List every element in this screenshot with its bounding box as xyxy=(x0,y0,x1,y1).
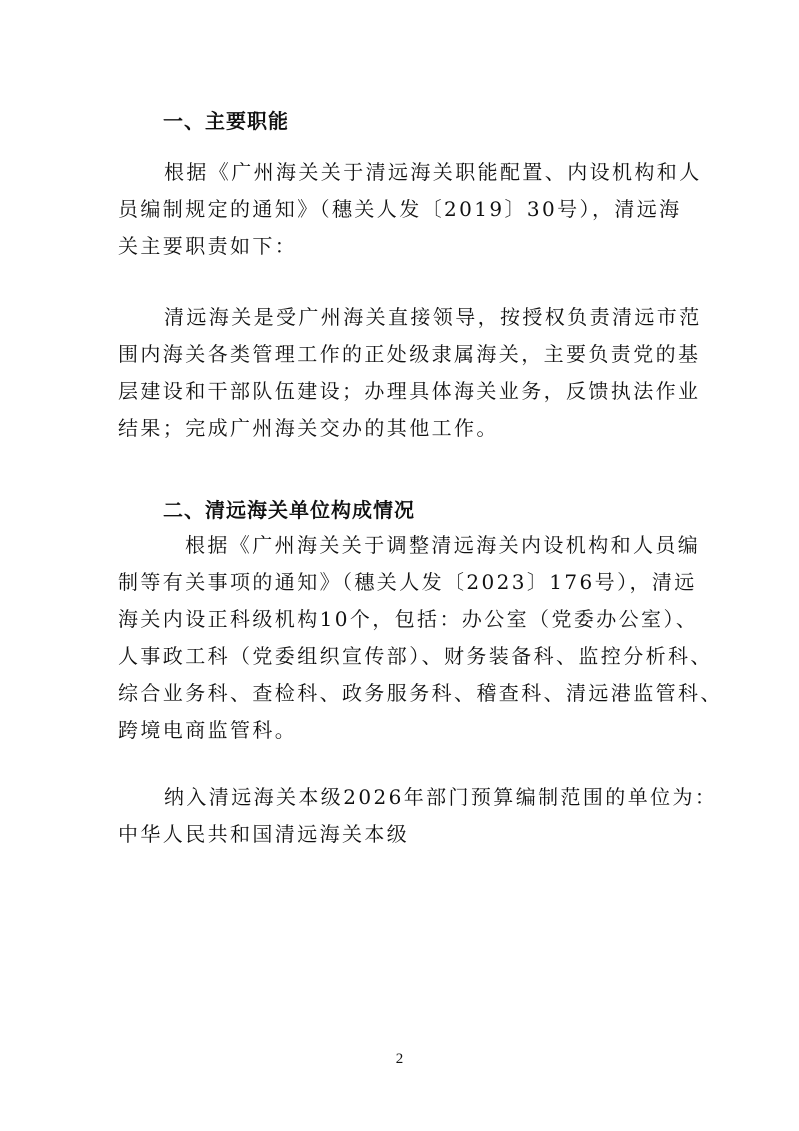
text-line: 员编制规定的通知》（穗关人发〔2019〕30号），清远海 xyxy=(118,197,682,221)
text-line: 层建设和干部队伍建设；办理具体海关业务，反馈执法作业 xyxy=(118,379,701,403)
section1-paragraph-1 xyxy=(118,154,702,265)
text-line: 海关内设正科级机构10个，包括：办公室（党委办公室）、 xyxy=(118,607,699,631)
text-line: 跨境电商监管科。 xyxy=(118,718,298,742)
text-line: 关主要职责如下： xyxy=(118,234,298,258)
text-line: 清远海关是受广州海关直接领导，按授权负责清远市范 xyxy=(164,305,702,329)
text-line: 根据《广州海关关于清远海关职能配置、内设机构和人 xyxy=(164,160,702,184)
text-line: 纳入清远海关本级2026年部门预算编制范围的单位为： xyxy=(164,785,718,809)
section2-paragraph-1 xyxy=(118,527,723,749)
text-line: 人事政工科（党委组织宣传部）、财务装备科、监控分析科、 xyxy=(118,644,713,668)
section2-paragraph-2 xyxy=(118,779,718,853)
text-line: 根据《广州海关关于调整清远海关内设机构和人员编 xyxy=(185,533,701,557)
text-line: 制等有关事项的通知》（穗关人发〔2023〕176号），清远 xyxy=(118,570,697,594)
section2-heading: 二、清远海关单位构成情况 xyxy=(163,498,415,522)
section1-heading: 一、主要职能 xyxy=(163,109,289,133)
text-line: 中华人民共和国清远海关本级 xyxy=(118,822,410,846)
section1-paragraph-2 xyxy=(118,299,702,447)
page-number: 2 xyxy=(395,1051,404,1067)
text-line: 围内海关各类管理工作的正处级隶属海关，主要负责党的基 xyxy=(118,342,701,366)
text-line: 综合业务科、查检科、政务服务科、稽查科、清远港监管科、 xyxy=(118,681,723,705)
text-line: 结果；完成广州海关交办的其他工作。 xyxy=(118,416,499,440)
